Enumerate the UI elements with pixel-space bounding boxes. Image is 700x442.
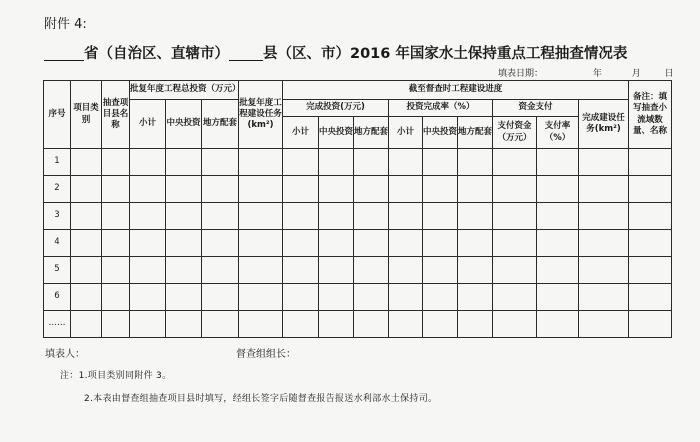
table-row bbox=[44, 311, 672, 338]
table-cell bbox=[629, 257, 672, 284]
table-cell bbox=[283, 311, 319, 338]
table-cell bbox=[493, 311, 537, 338]
note-2: 2.本表由督查组抽查项目县时填写，经组长签字后随督查报告报送水利部水土保持司。 bbox=[84, 394, 438, 404]
header-paid-funds: 支付资金（万元） bbox=[493, 117, 537, 149]
table-cell bbox=[130, 149, 166, 176]
table-cell bbox=[319, 311, 354, 338]
table-cell bbox=[319, 284, 354, 311]
fill-date-month: 月 bbox=[631, 69, 641, 79]
table-row bbox=[44, 230, 672, 257]
header-central: 中央投资 bbox=[166, 100, 202, 149]
table-cell bbox=[579, 284, 629, 311]
table-cell bbox=[423, 230, 458, 257]
table-cell bbox=[239, 311, 283, 338]
table-cell bbox=[130, 203, 166, 230]
table-cell bbox=[389, 149, 423, 176]
table-cell bbox=[423, 149, 458, 176]
table-cell bbox=[629, 203, 672, 230]
row-number: 1 bbox=[44, 149, 71, 176]
table-row bbox=[44, 203, 672, 230]
table-cell bbox=[202, 284, 239, 311]
table-cell bbox=[102, 257, 130, 284]
table-cell bbox=[319, 257, 354, 284]
table-cell bbox=[239, 284, 283, 311]
table-cell bbox=[71, 230, 102, 257]
table-cell bbox=[202, 311, 239, 338]
table-cell bbox=[354, 230, 389, 257]
header-pay-rate: 支付率（%） bbox=[537, 117, 579, 149]
table-cell bbox=[319, 203, 354, 230]
table-cell bbox=[166, 311, 202, 338]
row-number: 6 bbox=[44, 284, 71, 311]
header-completed-local: 地方配套 bbox=[354, 117, 389, 149]
table-cell bbox=[458, 257, 493, 284]
header-completed-central: 中央投资 bbox=[319, 117, 354, 149]
header-county-name: 抽查项目县名称 bbox=[102, 81, 130, 149]
page-title bbox=[44, 42, 684, 63]
table-cell bbox=[283, 203, 319, 230]
table-cell bbox=[166, 230, 202, 257]
table-row bbox=[44, 284, 672, 311]
table-cell bbox=[166, 284, 202, 311]
table-cell bbox=[537, 284, 579, 311]
header-seq: 序号 bbox=[44, 81, 71, 149]
attachment-label: 附件 4: bbox=[44, 17, 87, 32]
row-number: 5 bbox=[44, 257, 71, 284]
table-cell bbox=[579, 311, 629, 338]
header-approved-task: 批复年度工程建设任务(km²) bbox=[239, 81, 283, 149]
table-cell bbox=[102, 230, 130, 257]
table-cell bbox=[423, 284, 458, 311]
county-blank bbox=[229, 46, 263, 61]
table-cell bbox=[239, 230, 283, 257]
header-approved-invest: 批复年度工程总投资（万元） bbox=[130, 81, 239, 100]
table-cell bbox=[354, 257, 389, 284]
table-cell bbox=[166, 149, 202, 176]
table-cell bbox=[166, 203, 202, 230]
table-cell bbox=[354, 284, 389, 311]
inspection-table bbox=[43, 80, 672, 338]
table-cell bbox=[493, 257, 537, 284]
table-cell bbox=[629, 284, 672, 311]
table-cell bbox=[579, 230, 629, 257]
table-cell bbox=[354, 176, 389, 203]
table-body bbox=[44, 149, 672, 338]
table-cell bbox=[166, 176, 202, 203]
table-cell bbox=[389, 230, 423, 257]
table-cell bbox=[202, 176, 239, 203]
table-cell bbox=[283, 284, 319, 311]
table-cell bbox=[102, 284, 130, 311]
table-cell bbox=[537, 311, 579, 338]
table-cell bbox=[354, 203, 389, 230]
table-cell bbox=[283, 257, 319, 284]
table-cell bbox=[283, 176, 319, 203]
table-cell bbox=[319, 230, 354, 257]
table-cell bbox=[423, 176, 458, 203]
header-subtotal: 小计 bbox=[130, 100, 166, 149]
header-project-type: 项目类别 bbox=[71, 81, 102, 149]
table-cell bbox=[239, 257, 283, 284]
row-number: …… bbox=[44, 311, 71, 338]
table-cell bbox=[389, 176, 423, 203]
table-cell bbox=[102, 149, 130, 176]
note-1: 注：1.项目类别同附件 3。 bbox=[60, 371, 172, 381]
table-cell bbox=[319, 149, 354, 176]
table-cell bbox=[537, 203, 579, 230]
table-cell bbox=[239, 203, 283, 230]
table-cell bbox=[354, 149, 389, 176]
table-cell bbox=[389, 284, 423, 311]
fill-date bbox=[498, 66, 674, 79]
table-cell bbox=[130, 176, 166, 203]
table-cell bbox=[283, 149, 319, 176]
table-cell bbox=[102, 176, 130, 203]
table-cell bbox=[579, 176, 629, 203]
table-cell bbox=[71, 284, 102, 311]
table-cell bbox=[493, 284, 537, 311]
row-number: 3 bbox=[44, 203, 71, 230]
table-cell bbox=[458, 176, 493, 203]
table-cell bbox=[319, 176, 354, 203]
table-cell bbox=[389, 311, 423, 338]
table-cell bbox=[354, 311, 389, 338]
table-cell bbox=[202, 257, 239, 284]
header-completed-task: 完成建设任务(km²) bbox=[579, 100, 629, 149]
table-cell bbox=[423, 203, 458, 230]
table-cell bbox=[166, 257, 202, 284]
table-cell bbox=[493, 203, 537, 230]
table-cell bbox=[102, 203, 130, 230]
table-cell bbox=[239, 176, 283, 203]
table-cell bbox=[629, 311, 672, 338]
table-cell bbox=[130, 311, 166, 338]
header-rate-central: 中央投资 bbox=[423, 117, 458, 149]
table-cell bbox=[202, 203, 239, 230]
header-local: 地方配套 bbox=[202, 100, 239, 149]
table-cell bbox=[239, 149, 283, 176]
table-cell bbox=[71, 176, 102, 203]
header-rate-subtotal: 小计 bbox=[389, 117, 423, 149]
header-progress: 截至督查时工程建设进度 bbox=[283, 81, 629, 100]
filler-label: 填表人： bbox=[45, 349, 85, 360]
table-cell bbox=[493, 176, 537, 203]
table-cell bbox=[130, 230, 166, 257]
title-part-main: 县（区、市）2016 年国家水土保持重点工程抽查情况表 bbox=[263, 46, 628, 62]
table-cell bbox=[102, 311, 130, 338]
table-cell bbox=[202, 230, 239, 257]
table-cell bbox=[579, 149, 629, 176]
fill-date-year: 年 bbox=[592, 69, 602, 79]
table-cell bbox=[458, 149, 493, 176]
fill-date-day: 日 bbox=[664, 69, 674, 79]
table-cell bbox=[389, 257, 423, 284]
table-cell bbox=[629, 230, 672, 257]
table-cell bbox=[71, 149, 102, 176]
table-cell bbox=[579, 203, 629, 230]
table-cell bbox=[537, 176, 579, 203]
table-cell bbox=[71, 203, 102, 230]
table-cell bbox=[71, 311, 102, 338]
team-leader-label: 督查组组长： bbox=[236, 349, 296, 360]
table-cell bbox=[458, 311, 493, 338]
table-cell bbox=[579, 257, 629, 284]
table-cell bbox=[71, 257, 102, 284]
table-cell bbox=[537, 257, 579, 284]
table-cell bbox=[202, 149, 239, 176]
header-completed-invest: 完成投资(万元) bbox=[283, 100, 389, 117]
header-invest-rate: 投资完成率（%） bbox=[389, 100, 493, 117]
table-cell bbox=[283, 230, 319, 257]
table-cell bbox=[423, 257, 458, 284]
fill-date-label: 填表日期： bbox=[498, 69, 544, 79]
header-completed-subtotal: 小计 bbox=[283, 117, 319, 149]
table-cell bbox=[493, 149, 537, 176]
province-blank bbox=[44, 46, 84, 61]
table-cell bbox=[537, 230, 579, 257]
table-cell bbox=[458, 284, 493, 311]
table-cell bbox=[423, 311, 458, 338]
table-cell bbox=[493, 230, 537, 257]
table-cell bbox=[458, 230, 493, 257]
table-cell bbox=[458, 203, 493, 230]
title-part-province: 省（自治区、直辖市） bbox=[84, 46, 229, 62]
table-cell bbox=[629, 149, 672, 176]
table-row bbox=[44, 176, 672, 203]
table-cell bbox=[130, 284, 166, 311]
header-remarks: 备注：填写抽查小流域数量、名称 bbox=[629, 81, 672, 149]
table-cell bbox=[389, 203, 423, 230]
header-fund-payment: 资金支付 bbox=[493, 100, 579, 117]
table-row bbox=[44, 257, 672, 284]
table-row bbox=[44, 149, 672, 176]
table-cell bbox=[130, 257, 166, 284]
row-number: 4 bbox=[44, 230, 71, 257]
header-rate-local: 地方配套 bbox=[458, 117, 493, 149]
table-cell bbox=[629, 176, 672, 203]
row-number: 2 bbox=[44, 176, 71, 203]
table-cell bbox=[537, 149, 579, 176]
